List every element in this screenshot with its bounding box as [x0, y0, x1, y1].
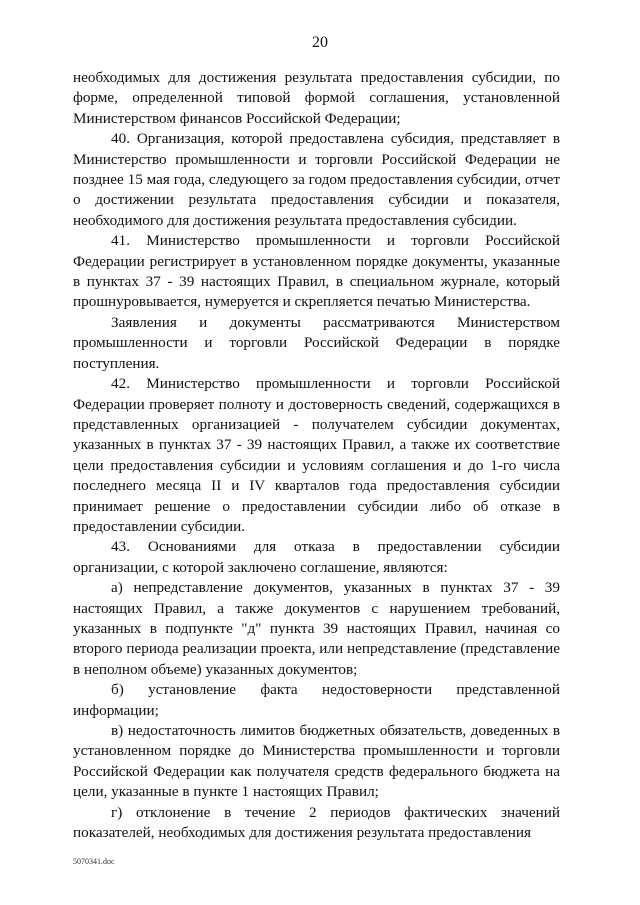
paragraph-subitem-b: б) установление факта недостоверности представленной информации; — [73, 681, 560, 719]
paragraph-continuation: необходимых для достижения результата предоставления субсидии, по форме, определенной типовой формой соглашения, установленной Министерством финансов Российской Федерации; — [73, 69, 560, 127]
paragraph-subitem-a: а) непредставление документов, указанных в пунктах 37 - 39 настоящих Правил, а также документов с нарушением требований, указанных в подпункте "д" пункта 39 настоящих Правил, начиная со второго периода реализации проекта, или непредставление (представление в неполном объеме) указанных документов; — [73, 579, 560, 678]
paragraph-item-40: 40. Организация, которой предоставлена субсидия, представляет в Министерство промышленности и торговли Российской Федерации не позднее 15 мая года, следующего за годом предоставления субсидии, отчет о достижении результата предоставления субсидии и показателя, необходимого для достижения результата предоставления субсидии. — [73, 130, 560, 229]
paragraph-item-42: 42. Министерство промышленности и торговли Российской Федерации проверяет полноту и достоверность сведений, содержащихся в представленных организацией - получателем субсидии документах, указанных в пунктах 37 - 39 настоящих Правил, а также их соответствие цели предоставления субсидии и условиям соглашения и до 1-го числа последнего месяца II и IV кварталов года предоставления субсидии принимает решение о предоставлении субсидии либо об отказе в предоставлении субсидии. — [73, 375, 560, 535]
document-body — [73, 68, 560, 843]
paragraph-subitem-v: в) недостаточность лимитов бюджетных обязательств, доведенных в установленном порядке до Министерства промышленности и торговли Российской Федерации как получателя средств федерального бюджета на цели, указанные в пункте 1 настоящих Правил; — [73, 722, 560, 801]
footer-filename: 5070341.doc — [73, 857, 115, 866]
paragraph-applications: Заявления и документы рассматриваются Министерством промышленности и торговли Российской Федерации в порядке поступления. — [73, 313, 560, 372]
paragraph-subitem-g: г) отклонение в течение 2 периодов фактических значений показателей, необходимых для достижения результата предоставления — [73, 803, 560, 842]
page-number: 20 — [312, 34, 328, 51]
paragraph-item-41: 41. Министерство промышленности и торговли Российской Федерации регистрирует в установленном порядке документы, указанные в пунктах 37 - 39 настоящих Правил, в специальном журнале, который прошнуровывается, нумеруется и скрепляется печатью Министерства. — [73, 232, 560, 311]
paragraph-item-43: 43. Основаниями для отказа в предоставлении субсидии организации, с которой заключено соглашение, являются: — [73, 538, 560, 576]
